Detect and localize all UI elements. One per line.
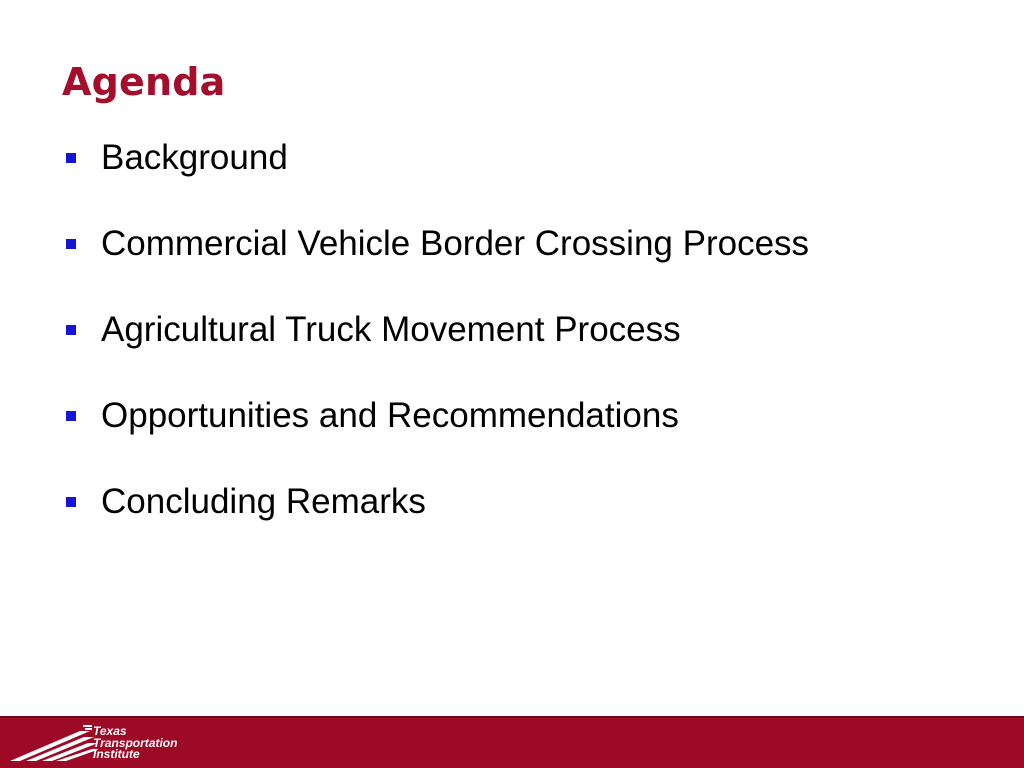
square-bullet-icon [66, 325, 76, 335]
square-bullet-icon [66, 497, 76, 507]
slide-title: Agenda [62, 60, 226, 104]
logo-line-institute: Institute [93, 747, 140, 761]
logo-line-transportation: Transportation [93, 735, 178, 750]
square-bullet-icon [66, 153, 76, 163]
agenda-item-label: Concluding Remarks [101, 482, 426, 521]
agenda-item-label: Commercial Vehicle Border Crossing Process [101, 224, 810, 263]
agenda-item-label: Background [101, 138, 288, 177]
tti-logo-text [93, 726, 177, 761]
agenda-item [66, 394, 966, 438]
square-bullet-icon [66, 411, 76, 421]
tti-logo [8, 723, 198, 765]
agenda-item [66, 222, 966, 266]
agenda-item [66, 136, 966, 180]
agenda-item-label: Agricultural Truck Movement Process [101, 310, 681, 349]
agenda-item [66, 480, 966, 524]
footer-bar [0, 716, 1024, 768]
agenda-item-label: Opportunities and Recommendations [101, 396, 679, 435]
agenda-item [66, 308, 966, 352]
square-bullet-icon [66, 239, 76, 249]
highway-stripes-logo-icon [8, 723, 98, 765]
logo-line-texas: Texas [93, 724, 127, 738]
